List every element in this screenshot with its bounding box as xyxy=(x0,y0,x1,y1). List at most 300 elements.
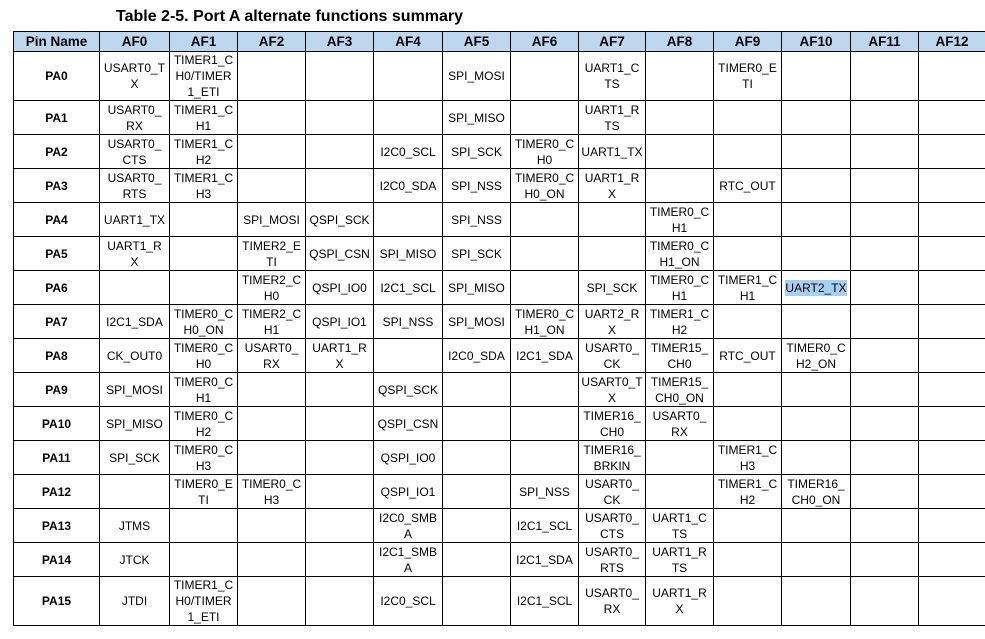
af-cell-text: USART0_ CK xyxy=(585,476,639,507)
af-cell xyxy=(579,543,646,577)
af-cell-text: CK_OUT0 xyxy=(106,348,163,363)
af-cell xyxy=(306,101,374,135)
af-cell-text: TIMER0_C H0 xyxy=(514,136,575,167)
af-cell xyxy=(100,271,170,305)
af-cell xyxy=(714,237,782,271)
af-cell-text: TIMER1_C H2 xyxy=(717,476,778,507)
af-cell xyxy=(646,203,714,237)
af-cell-text: SPI_NSS xyxy=(451,212,502,227)
af-cell-text: TIMER0_E TI xyxy=(718,61,777,91)
af-cell xyxy=(443,441,511,475)
af-cell xyxy=(851,509,919,543)
af-cell xyxy=(238,203,306,237)
af-cell xyxy=(579,135,646,169)
af-cell xyxy=(170,543,238,577)
port-a-af-table xyxy=(13,31,985,626)
af-cell xyxy=(374,135,443,169)
column-header-af6: AF6 xyxy=(511,32,579,52)
af-cell-text: JTMS xyxy=(118,518,151,533)
af-cell xyxy=(374,373,443,407)
af-cell-text: UART1_R TS xyxy=(584,102,640,133)
af-cell-text: USART0_ RX xyxy=(585,586,639,616)
af-cell xyxy=(919,407,985,441)
af-cell xyxy=(714,305,782,339)
af-cell-text: USART0_ RTS xyxy=(585,544,639,575)
af-cell xyxy=(919,169,985,203)
af-cell xyxy=(511,305,579,339)
af-cell-text: QSPI_IO1 xyxy=(312,314,367,329)
af-cell xyxy=(919,373,985,407)
column-header-pin-name: Pin Name xyxy=(14,32,100,52)
af-cell xyxy=(443,407,511,441)
table-row xyxy=(14,339,985,373)
af-cell xyxy=(170,407,238,441)
af-cell xyxy=(782,339,851,373)
af-cell-text: UART1_R X xyxy=(312,340,367,371)
af-cell-text: I2C0_SCL xyxy=(380,144,436,159)
af-cell xyxy=(851,203,919,237)
af-cell xyxy=(238,135,306,169)
af-cell xyxy=(579,203,646,237)
af-cell-text: UART1_R X xyxy=(652,586,707,616)
af-cell xyxy=(511,475,579,509)
af-cell xyxy=(100,407,170,441)
af-cell xyxy=(100,577,170,626)
af-cell-text: TIMER1_C H0/TIMER 1_ETI xyxy=(173,578,234,624)
af-cell-text: UART1_C TS xyxy=(652,510,707,541)
af-cell xyxy=(100,509,170,543)
af-cell xyxy=(782,441,851,475)
af-cell xyxy=(306,203,374,237)
af-cell xyxy=(782,101,851,135)
af-cell-text: SPI_MOSI xyxy=(243,212,300,227)
af-cell xyxy=(306,577,374,626)
af-cell-text: I2C0_SMB A xyxy=(378,510,438,541)
pin-name-cell: PA3 xyxy=(14,169,100,203)
pin-name-cell: PA1 xyxy=(14,101,100,135)
af-cell xyxy=(170,101,238,135)
af-cell xyxy=(851,407,919,441)
af-cell-text: TIMER16_ CH0_ON xyxy=(787,476,845,507)
af-cell xyxy=(646,577,714,626)
af-cell xyxy=(579,509,646,543)
af-cell xyxy=(170,509,238,543)
af-cell xyxy=(646,407,714,441)
af-cell-text: SPI_MISO xyxy=(379,246,437,261)
highlighted-af-cell-text: UART2_TX xyxy=(785,280,847,295)
af-cell xyxy=(714,475,782,509)
af-cell-text: TIMER0_C H1 xyxy=(649,204,710,235)
column-header-af0: AF0 xyxy=(100,32,170,52)
column-header-af3: AF3 xyxy=(306,32,374,52)
af-cell-text: TIMER0_C H0 xyxy=(173,340,234,371)
af-cell-text: SPI_NSS xyxy=(382,314,434,329)
column-header-af8: AF8 xyxy=(646,32,714,52)
table-row xyxy=(14,52,985,101)
af-cell xyxy=(851,339,919,373)
af-cell xyxy=(170,475,238,509)
af-cell xyxy=(374,407,443,441)
af-cell xyxy=(306,373,374,407)
af-cell xyxy=(579,52,646,101)
af-cell xyxy=(646,135,714,169)
af-cell xyxy=(306,543,374,577)
af-cell xyxy=(646,305,714,339)
table-row xyxy=(14,101,985,135)
pin-name-cell: PA11 xyxy=(14,441,100,475)
af-cell xyxy=(238,543,306,577)
af-cell xyxy=(646,237,714,271)
af-cell xyxy=(919,543,985,577)
af-cell xyxy=(646,543,714,577)
pin-name-cell: PA12 xyxy=(14,475,100,509)
af-cell xyxy=(714,101,782,135)
af-cell-text: QSPI_IO0 xyxy=(380,450,436,465)
af-cell xyxy=(511,101,579,135)
af-cell-text: USART0_ CK xyxy=(585,340,639,371)
af-cell-text: TIMER0_C H3 xyxy=(241,476,302,507)
af-cell xyxy=(646,339,714,373)
af-cell xyxy=(443,271,511,305)
af-cell xyxy=(919,339,985,373)
af-cell xyxy=(714,543,782,577)
af-cell xyxy=(782,135,851,169)
af-cell xyxy=(443,475,511,509)
af-cell xyxy=(170,339,238,373)
af-cell xyxy=(100,237,170,271)
pin-name-cell: PA15 xyxy=(14,577,100,626)
af-cell xyxy=(919,577,985,626)
af-cell xyxy=(238,271,306,305)
table-row xyxy=(14,407,985,441)
pin-name-cell: PA14 xyxy=(14,543,100,577)
af-cell xyxy=(511,509,579,543)
af-cell xyxy=(851,101,919,135)
af-cell-text: JTCK xyxy=(119,552,150,567)
af-cell xyxy=(511,203,579,237)
af-cell-text: I2C1_SDA xyxy=(516,552,573,567)
af-cell xyxy=(306,52,374,101)
af-cell-text: RTC_OUT xyxy=(719,348,776,363)
column-header-af12: AF12 xyxy=(919,32,985,52)
table-row xyxy=(14,509,985,543)
af-cell-text: USART0_ RX xyxy=(652,408,707,439)
af-cell xyxy=(579,407,646,441)
af-cell xyxy=(100,305,170,339)
af-cell xyxy=(511,577,579,626)
af-cell xyxy=(443,169,511,203)
af-cell xyxy=(443,135,511,169)
af-cell-text: SPI_MISO xyxy=(106,416,163,431)
af-cell-text: UART1_R TS xyxy=(652,544,707,575)
af-cell xyxy=(714,441,782,475)
af-cell-text: SPI_SCK xyxy=(586,280,638,295)
af-cell xyxy=(646,52,714,101)
table-row xyxy=(14,237,985,271)
af-cell xyxy=(170,373,238,407)
af-cell xyxy=(238,407,306,441)
af-cell xyxy=(714,271,782,305)
af-cell xyxy=(782,169,851,203)
af-cell xyxy=(238,52,306,101)
af-cell-text: TIMER0_E TI xyxy=(174,476,233,507)
column-header-af11: AF11 xyxy=(851,32,919,52)
af-cell-text: TIMER1_C H1 xyxy=(173,102,234,133)
af-cell-text: SPI_MOSI xyxy=(448,314,505,329)
af-cell xyxy=(714,407,782,441)
af-cell xyxy=(851,271,919,305)
af-cell-text: UART1_TX xyxy=(581,144,643,159)
af-cell xyxy=(579,305,646,339)
af-cell xyxy=(238,237,306,271)
af-cell xyxy=(714,577,782,626)
af-cell-text: I2C0_SCL xyxy=(380,594,436,608)
af-cell-text: USART0_ CTS xyxy=(585,510,639,541)
af-cell xyxy=(579,441,646,475)
af-cell xyxy=(443,203,511,237)
af-cell-text: I2C1_SCL xyxy=(380,280,436,295)
af-cell xyxy=(374,52,443,101)
pin-name-cell: PA10 xyxy=(14,407,100,441)
column-header-af5: AF5 xyxy=(443,32,511,52)
column-header-af1: AF1 xyxy=(170,32,238,52)
af-cell xyxy=(443,543,511,577)
af-cell xyxy=(714,135,782,169)
af-cell xyxy=(170,305,238,339)
af-cell xyxy=(511,407,579,441)
table-row xyxy=(14,441,985,475)
af-cell xyxy=(782,52,851,101)
af-cell-text: UART2_R X xyxy=(584,306,640,337)
af-cell-text: I2C1_SCL xyxy=(516,518,573,533)
af-cell xyxy=(511,373,579,407)
af-cell-text: SPI_SCK xyxy=(451,246,502,261)
af-cell-text: SPI_NSS xyxy=(451,178,502,193)
af-cell xyxy=(238,169,306,203)
af-cell xyxy=(851,441,919,475)
af-cell xyxy=(100,339,170,373)
af-cell xyxy=(782,237,851,271)
af-cell xyxy=(714,169,782,203)
pin-name-cell: PA13 xyxy=(14,509,100,543)
af-cell xyxy=(714,339,782,373)
af-cell xyxy=(851,475,919,509)
af-cell xyxy=(511,237,579,271)
af-cell xyxy=(511,543,579,577)
af-cell-text: TIMER1_C H2 xyxy=(649,306,710,337)
af-cell xyxy=(374,305,443,339)
af-cell xyxy=(100,543,170,577)
af-cell-text: TIMER0_C H2 xyxy=(173,408,234,439)
af-cell xyxy=(170,203,238,237)
af-cell xyxy=(782,203,851,237)
af-cell xyxy=(100,135,170,169)
af-cell xyxy=(170,135,238,169)
af-cell-text: I2C0_SDA xyxy=(379,178,437,193)
af-cell-text: TIMER1_C H3 xyxy=(717,442,778,473)
af-cell xyxy=(443,237,511,271)
af-cell xyxy=(443,52,511,101)
af-cell-text: TIMER0_C H1 xyxy=(649,272,710,303)
af-cell-text: USART0_ RX xyxy=(107,102,162,133)
af-cell-text: TIMER16_ CH0 xyxy=(583,408,641,439)
table-row xyxy=(14,475,985,509)
af-cell xyxy=(374,475,443,509)
af-cell xyxy=(170,271,238,305)
af-cell-text: TIMER0_C H1 xyxy=(173,374,234,405)
af-cell xyxy=(100,441,170,475)
af-cell-text: TIMER0_C H3 xyxy=(173,442,234,473)
table-caption: Table 2-5. Port A alternate functions summary xyxy=(116,8,464,25)
af-cell xyxy=(579,373,646,407)
af-cell xyxy=(238,305,306,339)
af-cell-text: SPI_MOSI xyxy=(448,69,505,83)
table-row xyxy=(14,373,985,407)
af-cell-text: TIMER15_ CH0_ON xyxy=(650,374,709,405)
af-cell xyxy=(238,441,306,475)
column-header-af9: AF9 xyxy=(714,32,782,52)
af-cell xyxy=(443,339,511,373)
af-cell xyxy=(306,237,374,271)
af-cell-text: USART0_ RTS xyxy=(107,170,162,201)
pin-name-cell: PA7 xyxy=(14,305,100,339)
af-cell-text: I2C1_SMB A xyxy=(378,544,438,575)
af-cell-text: QSPI_CSN xyxy=(377,416,439,431)
af-cell-text: TIMER1_C H1 xyxy=(717,272,778,303)
af-cell xyxy=(782,271,851,305)
af-cell-text: TIMER1_C H2 xyxy=(173,136,234,167)
af-cell xyxy=(919,475,985,509)
header-row xyxy=(14,32,985,52)
af-cell xyxy=(100,203,170,237)
pin-name-cell: PA5 xyxy=(14,237,100,271)
af-cell xyxy=(306,271,374,305)
af-cell-text: TIMER0_C H0_ON xyxy=(514,170,575,201)
af-cell-text: SPI_MISO xyxy=(448,110,505,125)
af-cell xyxy=(851,237,919,271)
af-cell xyxy=(374,339,443,373)
af-cell-text: QSPI_IO0 xyxy=(312,280,367,295)
af-cell xyxy=(646,169,714,203)
af-cell xyxy=(170,169,238,203)
af-cell xyxy=(374,101,443,135)
af-cell xyxy=(443,101,511,135)
af-cell xyxy=(100,475,170,509)
pin-name-cell: PA0 xyxy=(14,52,100,101)
af-cell xyxy=(374,577,443,626)
af-cell xyxy=(374,237,443,271)
af-cell xyxy=(511,339,579,373)
af-cell xyxy=(100,373,170,407)
table-row xyxy=(14,169,985,203)
af-cell xyxy=(238,475,306,509)
af-cell xyxy=(170,441,238,475)
af-cell-text: USART0_T X xyxy=(103,61,166,91)
af-cell-text: TIMER1_C H0/TIMER 1_ETI xyxy=(173,53,234,99)
af-cell-text: TIMER15_ CH0 xyxy=(650,340,709,371)
af-cell xyxy=(919,52,985,101)
af-cell xyxy=(646,271,714,305)
af-cell-text: UART1_R X xyxy=(584,170,640,201)
af-cell xyxy=(714,52,782,101)
af-cell xyxy=(238,577,306,626)
af-cell xyxy=(919,509,985,543)
af-cell-text: UART1_R X xyxy=(107,238,162,269)
af-cell xyxy=(919,441,985,475)
af-cell-text: UART1_C TS xyxy=(584,61,640,91)
af-cell-text: SPI_NSS xyxy=(519,484,570,499)
af-cell-text: SPI_SCK xyxy=(451,144,502,159)
pin-name-cell: PA4 xyxy=(14,203,100,237)
af-cell-text: USART0_ RX xyxy=(244,340,299,371)
af-cell xyxy=(646,441,714,475)
af-cell xyxy=(714,509,782,543)
af-cell xyxy=(306,509,374,543)
column-header-af2: AF2 xyxy=(238,32,306,52)
af-cell-text: TIMER0_C H1_ON xyxy=(514,306,575,337)
af-cell-text: TIMER0_C H0_ON xyxy=(173,306,234,337)
af-cell xyxy=(782,407,851,441)
af-cell xyxy=(919,271,985,305)
af-cell xyxy=(443,577,511,626)
af-cell xyxy=(100,52,170,101)
af-cell-text: TIMER0_C H2_ON xyxy=(786,340,846,371)
af-cell xyxy=(919,203,985,237)
af-cell xyxy=(306,305,374,339)
table-row xyxy=(14,203,985,237)
af-cell xyxy=(646,373,714,407)
af-cell xyxy=(579,577,646,626)
af-cell xyxy=(782,475,851,509)
af-cell xyxy=(443,373,511,407)
af-cell xyxy=(374,509,443,543)
af-cell-text: SPI_MOSI xyxy=(106,382,163,397)
af-cell xyxy=(579,271,646,305)
af-cell-text: JTDI xyxy=(121,594,148,608)
af-cell xyxy=(170,577,238,626)
af-cell xyxy=(714,203,782,237)
pin-name-cell: PA2 xyxy=(14,135,100,169)
af-cell-text: TIMER1_C H3 xyxy=(173,170,234,201)
af-cell xyxy=(306,475,374,509)
af-cell xyxy=(579,475,646,509)
af-cell xyxy=(646,509,714,543)
af-cell xyxy=(100,169,170,203)
af-cell xyxy=(782,373,851,407)
af-cell xyxy=(511,271,579,305)
af-cell xyxy=(306,135,374,169)
af-cell xyxy=(306,441,374,475)
af-cell-text: SPI_MISO xyxy=(448,280,505,295)
af-cell xyxy=(579,339,646,373)
af-cell-text: SPI_SCK xyxy=(109,450,160,465)
af-cell xyxy=(374,543,443,577)
af-cell xyxy=(443,305,511,339)
af-cell-text: I2C1_SDA xyxy=(106,314,163,329)
af-cell xyxy=(374,203,443,237)
af-cell-text: UART1_TX xyxy=(103,212,166,227)
af-cell-text: I2C1_SCL xyxy=(516,594,573,608)
af-cell xyxy=(851,305,919,339)
af-cell xyxy=(851,135,919,169)
af-cell xyxy=(579,169,646,203)
af-cell xyxy=(238,509,306,543)
af-cell-text: USART0_T X xyxy=(581,374,643,405)
af-cell xyxy=(851,373,919,407)
af-cell xyxy=(851,577,919,626)
af-cell xyxy=(919,135,985,169)
af-cell xyxy=(170,237,238,271)
